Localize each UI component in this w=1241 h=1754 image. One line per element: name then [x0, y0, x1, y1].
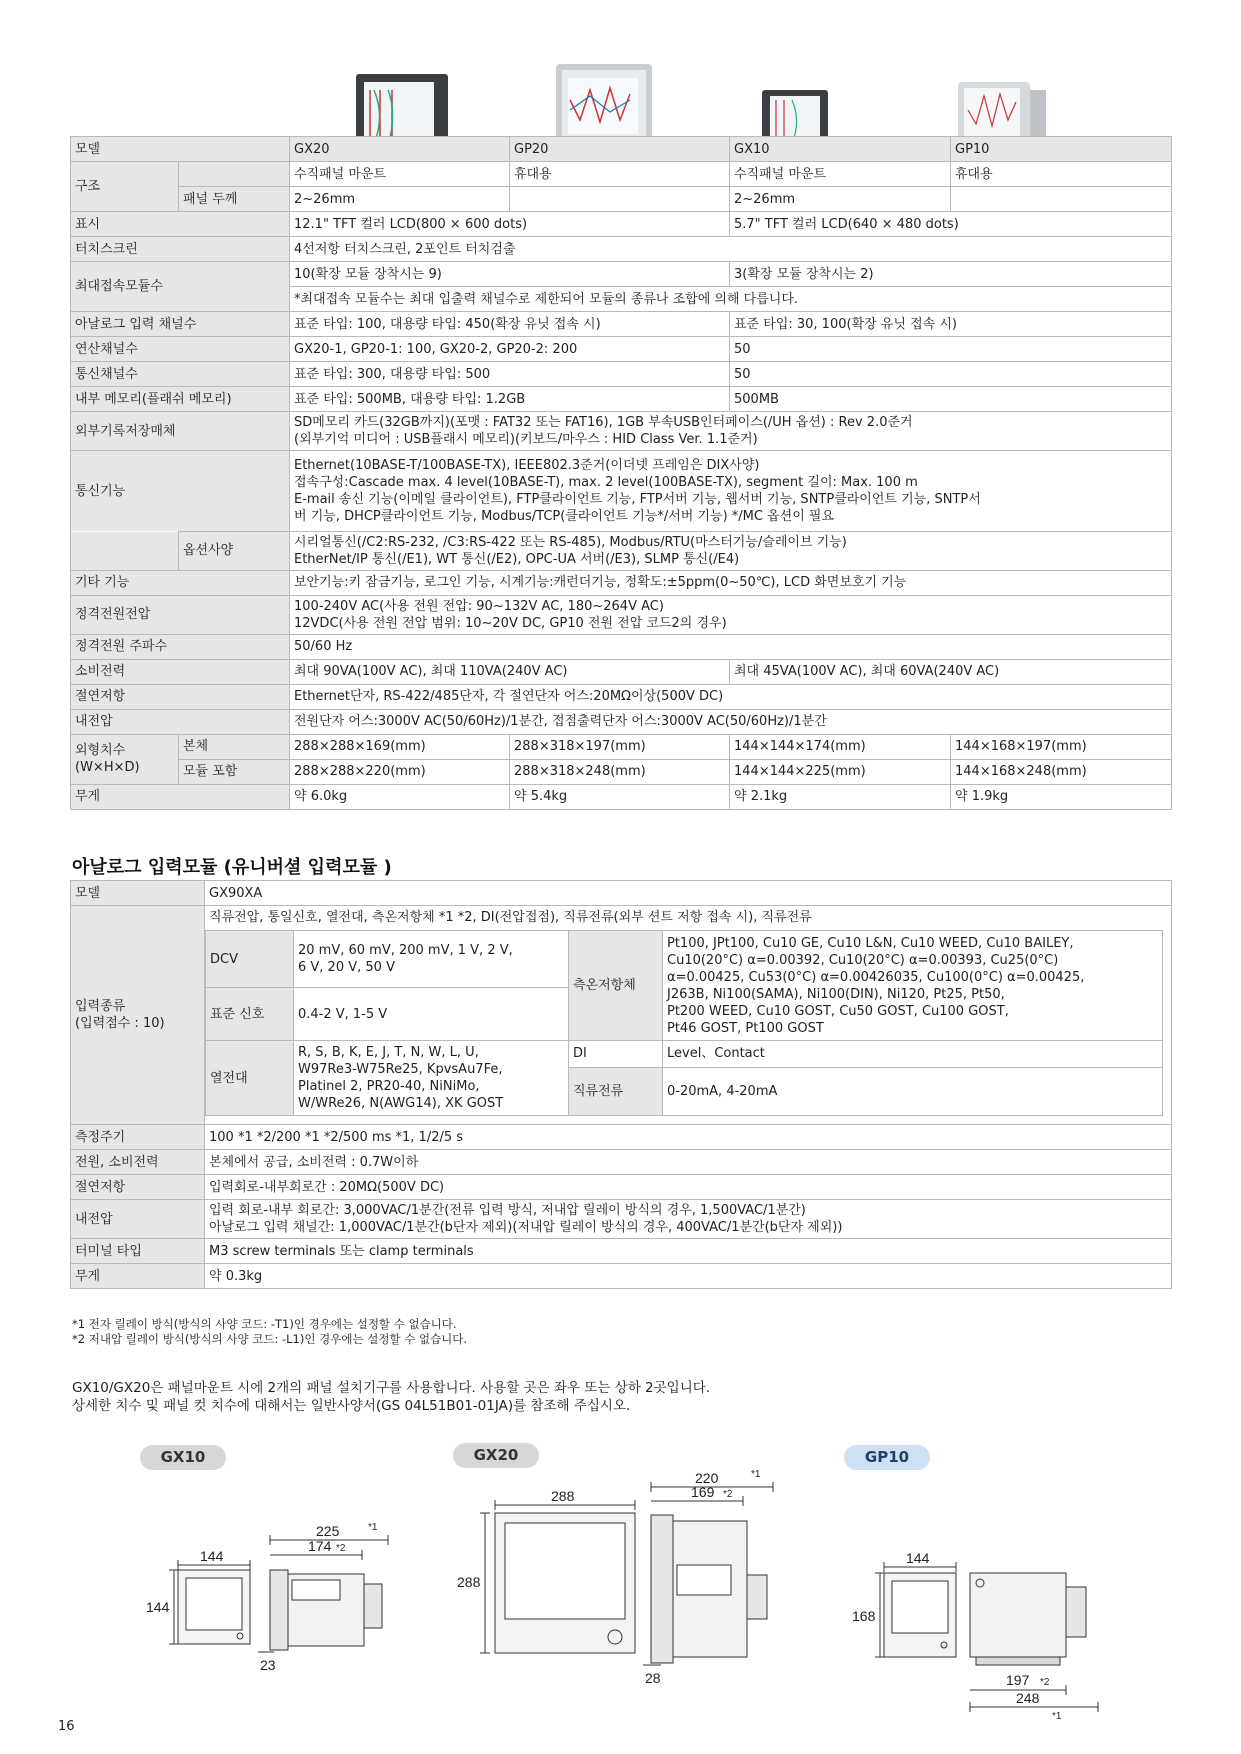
module-table: [70, 880, 1172, 1289]
table-row: [71, 1125, 1172, 1150]
cell: 2~26mm: [290, 187, 510, 212]
cell: 144×144×174(mm): [730, 734, 951, 759]
cell: 500MB: [730, 387, 1172, 412]
cell: 약 2.1kg: [730, 784, 951, 809]
cell: 2~26mm: [730, 187, 951, 212]
cell: 100-240V AC(사용 전원 전압: 90~132V AC, 180~264V AC) 12VDC(사용 전원 전압 범위: 10~20V DC, GP10 전원 전압 코드2의 경우): [290, 595, 1172, 634]
table-row: [71, 412, 1172, 451]
model-gp20: GP20: [510, 137, 730, 162]
table-row: [71, 1239, 1172, 1264]
cell: 288×288×169(mm): [290, 734, 510, 759]
cell: 휴대용: [510, 162, 730, 187]
row-label: 표시: [71, 212, 290, 237]
gx10-depth-1: 225: [316, 1523, 340, 1539]
table-row: [71, 312, 1172, 337]
table-row: [71, 881, 1172, 906]
page-number: 16: [58, 1719, 75, 1734]
table-row: [71, 684, 1172, 709]
cell: M3 screw terminals 또는 clamp terminals: [205, 1239, 1172, 1264]
row-label: 옵션사양: [179, 532, 290, 571]
row-label: 측정주기: [71, 1125, 205, 1150]
row-label: 표준 신호: [206, 988, 294, 1041]
table-row: [71, 212, 1172, 237]
table-row: [71, 162, 1172, 187]
gx20-width: 288: [551, 1488, 575, 1504]
table-row: [71, 784, 1172, 809]
cell: 50: [730, 362, 1172, 387]
model-gx20: GX20: [290, 137, 510, 162]
cell: 표준 타입: 30, 100(확장 유닛 접속 시): [730, 312, 1172, 337]
gx10-width: 144: [200, 1548, 224, 1564]
row-label: 모델: [71, 137, 290, 162]
footnote: *1 전자 릴레이 방식(방식의 사양 코드: -T1)인 경우에는 설정할 수 없습니다.: [72, 1317, 457, 1331]
table-row: [71, 137, 1172, 162]
cell: Ethernet(10BASE-T/100BASE-TX), IEEE802.3준거(이더넷 프레임은 DIX사양) 접속구성:Cascade max. 4 level(10BASE-T), max. 2 level(100BASE-TX), segment 길이: Max. 100 m E-mail 송신 기능(이메일 클라이언트), FTP클라이언트 기능, FTP서버 기능, 웹서버 기능, SNTP클라이언트 기능, SNTP서 버 기능, DHCP클라이언트 기능, Modbus/TCP(클라이언트 기능*/서버 기능) */MC 옵션이 필요: [290, 451, 1172, 532]
table-row: [71, 1175, 1172, 1200]
cell: 입력회로-내부회로간 : 20MΩ(500V DC): [205, 1175, 1172, 1200]
cell: 144×168×248(mm): [951, 759, 1172, 784]
cell: 288×318×197(mm): [510, 734, 730, 759]
cell: 4선저항 터치스크린, 2포인트 터치검출: [290, 237, 1172, 262]
table-row: [71, 337, 1172, 362]
cell: [951, 187, 1172, 212]
cell: Ethernet단자, RS-422/485단자, 각 절연단자 어스:20MΩ이상(500V DC): [290, 684, 1172, 709]
cell: 약 0.3kg: [205, 1264, 1172, 1289]
gp10-height: 168: [852, 1608, 876, 1624]
cell: Pt100, JPt100, Cu10 GE, Cu10 L&N, Cu10 WEED, Cu10 BAILEY, Cu10(20°C) α=0.00392, Cu10(20°C) α=0.00393, Cu25(0°C) α=0.00425, Cu53(0°C) α=0.00426035, Cu100(0°C) α=0.00425, J263B, Ni100(SAMA), Ni100(DIN), Ni120, Pt25, Pt50, Pt200 WEED, Cu10 GOST, Cu50 GOST, Cu100 GOST, Pt46 GOST, Pt100 GOST: [663, 931, 1163, 1041]
cell: 보안기능:키 잠금기능, 로그인 기능, 시계기능:캐런더기능, 정확도:±5ppm(0~50℃), LCD 화면보호기 기능: [290, 570, 1172, 595]
cell: 5.7" TFT 컬러 LCD(640 × 480 dots): [730, 212, 1172, 237]
footnotes: [72, 1317, 467, 1347]
gx10-height: 144: [146, 1599, 170, 1615]
cell: 288×288×220(mm): [290, 759, 510, 784]
table-row: [71, 451, 1172, 532]
cell: 3(확장 모듈 장착시는 2): [730, 262, 1172, 287]
cell: 288×318×248(mm): [510, 759, 730, 784]
gp10-label: GP10: [844, 1445, 930, 1470]
cell: 12.1" TFT 컬러 LCD(800 × 600 dots): [290, 212, 730, 237]
cell: 휴대용: [951, 162, 1172, 187]
cell: 0.4-2 V, 1-5 V: [294, 988, 569, 1041]
model-gp10: GP10: [951, 137, 1172, 162]
gp10-dimension-diagram: [840, 1525, 1100, 1725]
cell: 50: [730, 337, 1172, 362]
gx10-depth-2-note: *2: [336, 1543, 346, 1554]
table-row: [71, 634, 1172, 659]
cell: 144×168×197(mm): [951, 734, 1172, 759]
gx20-height: 288: [457, 1574, 481, 1590]
gx10-dimension-diagram: [140, 1520, 410, 1720]
gx20-label: GX20: [453, 1443, 539, 1468]
footnote: *2 저내압 릴레이 방식(방식의 사양 코드: -L1)인 경우에는 설정할 수 없습니다.: [72, 1332, 468, 1346]
cell: GX20-1, GP20-1: 100, GX20-2, GP20-2: 200: [290, 337, 730, 362]
cell: 표준 타입: 300, 대용량 타입: 500: [290, 362, 730, 387]
row-label: 구조: [71, 162, 179, 212]
row-label: 외부기록저장매체: [71, 412, 290, 451]
cell: 약 5.4kg: [510, 784, 730, 809]
row-label: 열전대: [206, 1041, 294, 1116]
row-label: DCV: [206, 931, 294, 988]
gx20-depth-1-note: *1: [751, 1469, 761, 1480]
gp10-depth-2-note: *2: [1040, 1677, 1050, 1688]
cell: 10(확장 모듈 장착시는 9): [290, 262, 730, 287]
cell: 입력 회로-내부 회로간: 3,000VAC/1분간(전류 입력 방식, 저내압 릴레이 방식의 경우, 1,500VAC/1분간) 아날로그 입력 채널간: 1,000VAC/1분간(b단자 제외)(저내압 릴레이 방식의 경우, 400VAC/1분간(b단자 제외)): [205, 1200, 1172, 1239]
row-label: 정격전원 주파수: [71, 634, 290, 659]
cell: 144×144×225(mm): [730, 759, 951, 784]
cell: 본체에서 공급, 소비전력 : 0.7W이하: [205, 1150, 1172, 1175]
table-row: [71, 734, 1172, 759]
row-label: 절연저항: [71, 1175, 205, 1200]
input-type-desc: 직류전압, 통일신호, 열전대, 측온저항체 *1 *2, DI(전압접점), 직류전류(외부 션트 저항 접속 시), 직류전류: [209, 910, 812, 925]
mounting-paragraph: [72, 1379, 710, 1415]
row-label: 외형치수 (W×H×D): [71, 734, 179, 784]
cell: Level、Contact: [663, 1041, 1163, 1068]
table-row: [71, 759, 1172, 784]
cell: *최대접속 모듈수는 최대 입출력 채널수로 제한되어 모듈의 종류나 조합에 의해 다릅니다.: [290, 287, 1172, 312]
row-label: 모듈 포함: [179, 759, 290, 784]
cell: 표준 타입: 100, 대용량 타입: 450(확장 유닛 접속 시): [290, 312, 730, 337]
paragraph-line: GX10/GX20은 패널마운트 시에 2개의 패널 설치기구를 사용합니다. 사용할 곳은 좌우 또는 상하 2곳입니다.: [72, 1380, 711, 1396]
cell: 표준 타입: 500MB, 대용량 타입: 1.2GB: [290, 387, 730, 412]
cell: 최대 90VA(100V AC), 최대 110VA(240V AC): [290, 659, 730, 684]
row-label: 내전압: [71, 1200, 205, 1239]
gx10-label: GX10: [140, 1445, 226, 1470]
row-label: 무게: [71, 784, 290, 809]
paragraph-line: 상세한 치수 및 패널 컷 치수에 대해서는 일반사양서(GS 04L51B01-01JA)를 참조해 주십시오.: [72, 1398, 631, 1414]
row-label: 모델: [71, 881, 205, 906]
gx20-thickness: 28: [645, 1670, 661, 1686]
gx20-depth-2: 169: [691, 1484, 715, 1500]
gx10-thickness: 23: [260, 1657, 276, 1673]
row-label: DI: [569, 1041, 663, 1068]
row-label: 정격전원전압: [71, 595, 290, 634]
row-label: 직류전류: [569, 1067, 663, 1115]
cell: 0-20mA, 4-20mA: [663, 1067, 1163, 1115]
row-label: 절연저항: [71, 684, 290, 709]
cell: 수직패널 마운트: [290, 162, 510, 187]
table-row: [71, 570, 1172, 595]
row-label: 터미널 타입: [71, 1239, 205, 1264]
table-row: [71, 387, 1172, 412]
cell: 전원단자 어스:3000V AC(50/60Hz)/1분간, 접점출력단자 어스:3000V AC(50/60Hz)/1분간: [290, 709, 1172, 734]
cell: 50/60 Hz: [290, 634, 1172, 659]
row-label: 소비전력: [71, 659, 290, 684]
cell: 약 6.0kg: [290, 784, 510, 809]
model-gx10: GX10: [730, 137, 951, 162]
row-label: 입력종류 (입력점수 : 10): [71, 906, 205, 1125]
row-label: 패널 두께: [179, 187, 290, 212]
table-row: [71, 906, 1172, 1125]
row-label: 최대접속모듈수: [71, 262, 290, 312]
section-title: 아날로그 입력모듈 (유니버셜 입력모듈 ): [72, 857, 392, 878]
table-row: [71, 237, 1172, 262]
row-label: 내전압: [71, 709, 290, 734]
cell: 최대 45VA(100V AC), 최대 60VA(240V AC): [730, 659, 1172, 684]
cell: 100 *1 *2/200 *1 *2/500 ms *1, 1/2/5 s: [205, 1125, 1172, 1150]
table-row: [71, 659, 1172, 684]
gx20-depth-1: 220: [695, 1470, 719, 1486]
row-label: 무게: [71, 1264, 205, 1289]
table-row: [71, 595, 1172, 634]
gp10-depth-2: 197: [1006, 1672, 1030, 1688]
row-label: 본체: [179, 734, 290, 759]
row-label: 연산채널수: [71, 337, 290, 362]
cell: R, S, B, K, E, J, T, N, W, L, U, W97Re3-W75Re25, KpvsAu7Fe, Platinel 2, PR20-40, NiNiMo, W/WRe26, N(AWG14), XK GOST: [294, 1041, 569, 1116]
gx10-depth-1-note: *1: [368, 1522, 378, 1533]
cell: 시리얼통신(/C2:RS-232, /C3:RS-422 또는 RS-485), Modbus/RTU(마스터기능/슬레이브 기능) EtherNet/IP 통신(/E1), WT 통신(/E2), OPC-UA 서버(/E3), SLMP 통신(/E4): [290, 532, 1172, 571]
row-label: 터치스크린: [71, 237, 290, 262]
table-row: [71, 1200, 1172, 1239]
table-row: [71, 1264, 1172, 1289]
cell: [510, 187, 730, 212]
table-row: [71, 187, 1172, 212]
gp10-depth-1: 248: [1016, 1690, 1040, 1706]
gp10-depth-1-note: *1: [1052, 1711, 1062, 1722]
cell: 수직패널 마운트: [730, 162, 951, 187]
cell: GX90XA: [205, 881, 1172, 906]
cell: 약 1.9kg: [951, 784, 1172, 809]
cell: 20 mV, 60 mV, 200 mV, 1 V, 2 V, 6 V, 20 V, 50 V: [294, 931, 569, 988]
cell: SD메모리 카드(32GB까지)(포맷 : FAT32 또는 FAT16), 1GB 부속USB인터페이스(/UH 옵션) : Rev 2.0준거 (외부기억 미디어 : USB플래시 메모리)(키보드/마우스 : HID Class Ver. 1.1준거): [290, 412, 1172, 451]
row-label: 통신채널수: [71, 362, 290, 387]
row-label: 측온저항체: [569, 931, 663, 1041]
row-label: 아날로그 입력 채널수: [71, 312, 290, 337]
spec-table: [70, 136, 1172, 810]
row-label: 통신기능: [71, 451, 290, 532]
gx20-depth-2-note: *2: [723, 1489, 733, 1500]
row-label: 전원, 소비전력: [71, 1150, 205, 1175]
gx20-dimension-diagram: [455, 1465, 785, 1720]
table-row: [71, 532, 1172, 571]
table-row: [71, 362, 1172, 387]
table-row: [71, 262, 1172, 287]
gp10-width: 144: [906, 1550, 930, 1566]
row-label: 내부 메모리(플래쉬 메모리): [71, 387, 290, 412]
table-row: [71, 709, 1172, 734]
table-row: [71, 1150, 1172, 1175]
input-subtable: [205, 930, 1163, 1116]
row-label: 기타 기능: [71, 570, 290, 595]
gx10-depth-2: 174: [308, 1538, 332, 1554]
